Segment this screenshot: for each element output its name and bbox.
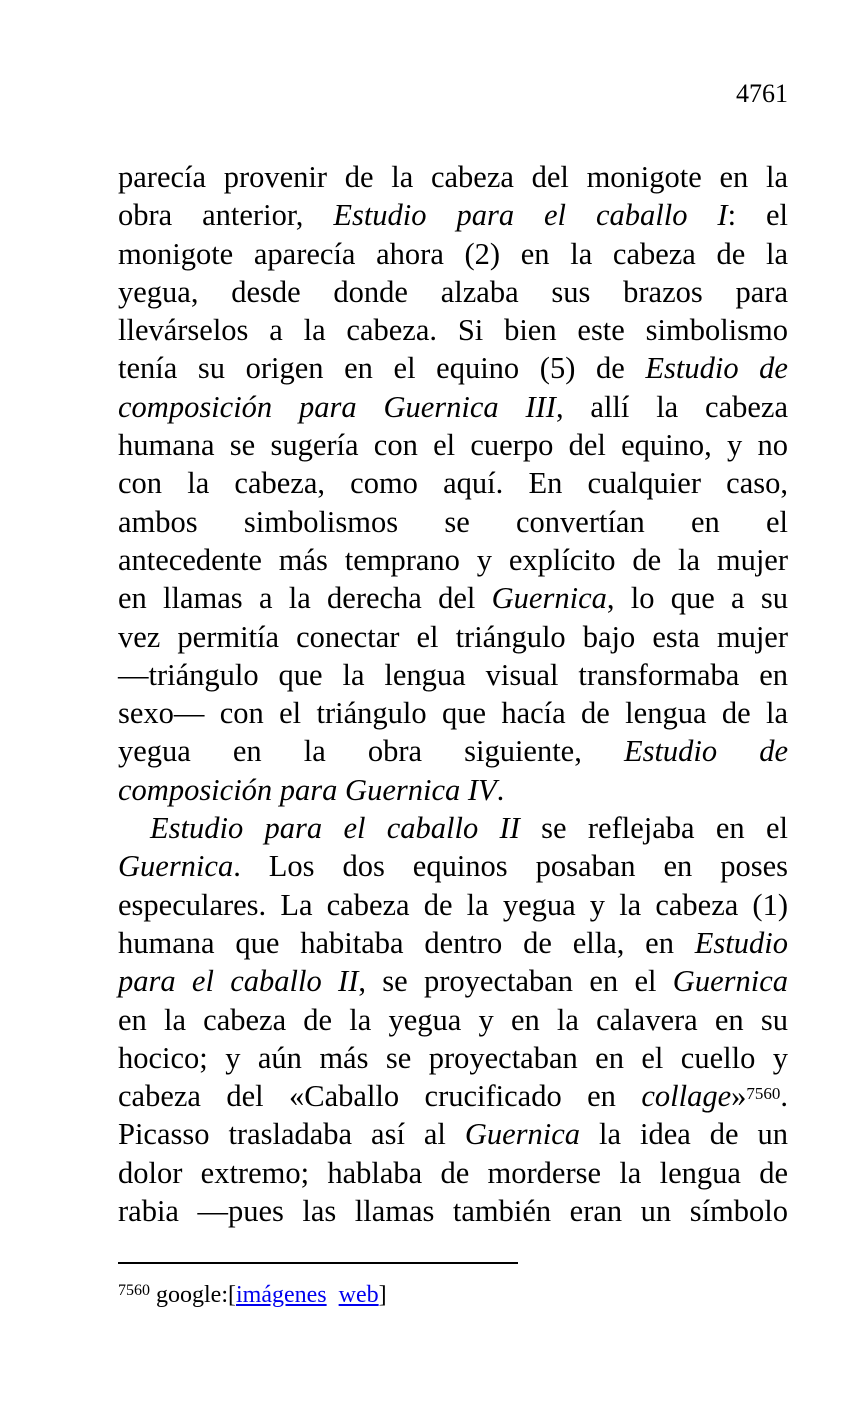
text-line: vez permitía conectar el triángulo bajo esta mujer — [118, 619, 788, 654]
web-link[interactable]: web — [338, 1282, 379, 1308]
text-line: parecía provenir de la cabeza del monigote en la — [118, 160, 788, 194]
text-line: en la cabeza de la yegua y en la calavera en su — [118, 1002, 788, 1037]
text-line: sexo— con el triángulo que hacía de lengua de la — [118, 696, 788, 731]
text-line: con la cabeza, como aquí. En cualquier caso, — [118, 466, 788, 501]
text-line: ambos simbolismos se convertían en el — [118, 504, 788, 539]
text-line: llevárselos a la cabeza. Si bien este simbolismo — [118, 313, 788, 348]
text-line: cabeza del «Caballo crucificado en collage»$^{7560}$. — [118, 1079, 788, 1114]
text-line: antecedente más temprano y explícito de la mujer — [118, 542, 788, 577]
footnote-prefix: google:[ — [156, 1282, 236, 1308]
footnote-ref[interactable]: 7560 — [746, 1084, 781, 1104]
text-line: Estudio para el caballo II se reflejaba en el — [150, 811, 788, 846]
text-line: hocico; y aún más se proyectaban en el cuello y — [118, 1040, 788, 1075]
footnote — [118, 1280, 387, 1310]
text-line: humana que habitaba dentro de ella, en Estudio — [118, 925, 788, 960]
text-line: Guernica. Los dos equinos posaban en poses — [118, 849, 788, 884]
text-line: Picasso trasladaba así al Guernica la idea de un — [118, 1117, 788, 1152]
text-line: obra anterior, Estudio para el caballo I: el — [118, 198, 788, 233]
footnote-divider — [118, 1262, 518, 1264]
text-line: composición para Guernica IV. — [118, 772, 505, 807]
text-line: yegua, desde donde alzaba sus brazos para — [118, 274, 788, 309]
text-line: —triángulo que la lengua visual transformaba en — [118, 657, 788, 692]
text-line: humana se sugería con el cuerpo del equino, y no — [118, 428, 788, 463]
text-line: yegua en la obra siguiente, Estudio de — [118, 734, 788, 769]
footnote-suffix: ] — [378, 1282, 387, 1308]
text-line: tenía su origen en el equino (5) de Estudio de — [118, 351, 788, 386]
footnote-number: 7560 — [118, 1282, 150, 1299]
page-number: 4761 — [736, 79, 788, 108]
text-line: en llamas a la derecha del Guernica, lo que a su — [118, 581, 788, 616]
text-line: dolor extremo; hablaba de morderse la lengua de — [118, 1155, 788, 1190]
text-line: composición para Guernica III, allí la cabeza — [118, 389, 788, 424]
text-line: monigote aparecía ahora (2) en la cabeza de la — [118, 236, 788, 271]
text-line: especulares. La cabeza de la yegua y la cabeza (1) — [118, 887, 788, 922]
images-link[interactable]: imágenes — [235, 1282, 327, 1308]
body-text — [118, 158, 788, 1230]
text-line: rabia —pues las llamas también eran un símbolo — [118, 1194, 788, 1229]
text-line: para el caballo II, se proyectaban en el Guernica — [118, 964, 788, 999]
